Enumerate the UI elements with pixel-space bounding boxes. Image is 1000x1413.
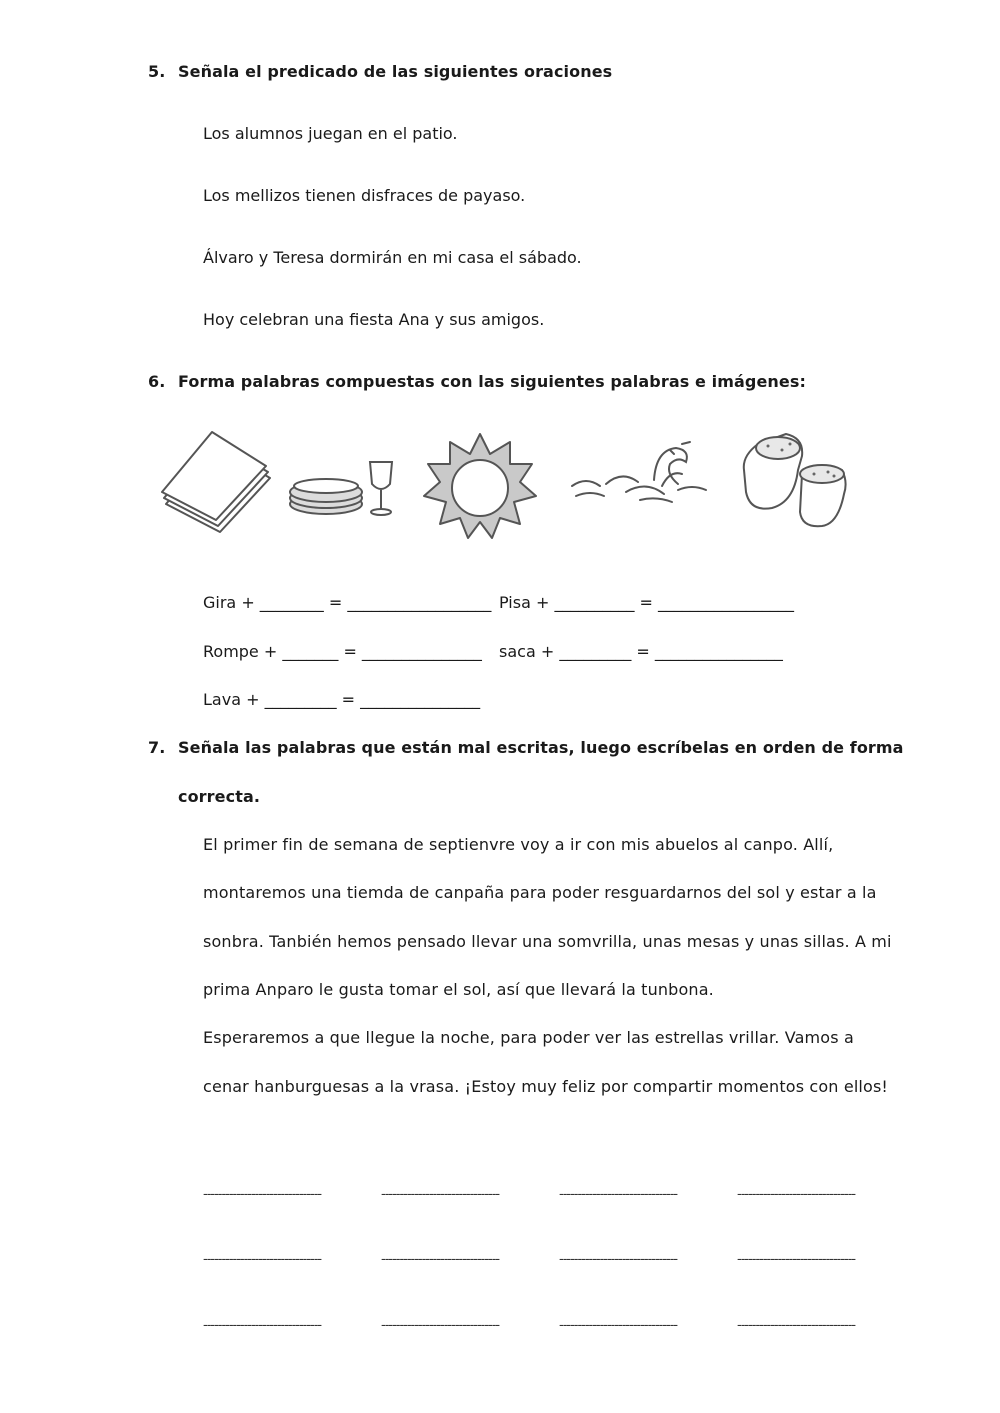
corks-icon	[738, 430, 856, 534]
q7-paragraph-line-6: cenar hanburguesas a la vrasa. ¡Estoy muy feliz por compartir momentos con ellos!	[203, 1077, 889, 1096]
q5-number: 5.	[148, 62, 166, 81]
answer-blank[interactable]: --------------------------------	[381, 1252, 500, 1267]
answer-blank[interactable]: --------------------------------	[559, 1318, 678, 1333]
compound-row-saca[interactable]: saca + _________ = ________________	[499, 642, 783, 661]
wave-icon	[566, 440, 710, 510]
q5-sentence-1[interactable]: Los alumnos juegan en el patio.	[203, 124, 458, 143]
q5-sentence-4[interactable]: Hoy celebran una fiesta Ana y sus amigos.	[203, 310, 545, 329]
q5-title: Señala el predicado de las siguientes oraciones	[178, 62, 613, 81]
q5-sentence-3[interactable]: Álvaro y Teresa dormirán en mi casa el sábado.	[203, 248, 582, 267]
answer-blank[interactable]: --------------------------------	[203, 1318, 322, 1333]
answer-blank[interactable]: --------------------------------	[381, 1187, 500, 1202]
q7-title-line2: correcta.	[178, 787, 261, 806]
answer-blank[interactable]: --------------------------------	[737, 1252, 856, 1267]
answer-blank[interactable]: --------------------------------	[203, 1252, 322, 1267]
q7-number: 7.	[148, 738, 166, 757]
answer-blank[interactable]: --------------------------------	[203, 1187, 322, 1202]
q5-sentence-2[interactable]: Los mellizos tienen disfraces de payaso.	[203, 186, 526, 205]
compound-row-pisa[interactable]: Pisa + __________ = _________________	[499, 593, 795, 612]
answer-blank[interactable]: --------------------------------	[559, 1252, 678, 1267]
q7-paragraph-line-3: sonbra. Tanbién hemos pensado llevar una somvrilla, unas mesas y unas sillas. A mi	[203, 932, 892, 951]
plates-glass-icon	[288, 456, 400, 526]
compound-row-rompe[interactable]: Rompe + _______ = _______________	[203, 642, 482, 661]
q7-title-line1: Señala las palabras que están mal escritas, luego escríbelas en orden de forma	[178, 738, 904, 757]
q6-number: 6.	[148, 372, 166, 391]
papers-icon	[158, 428, 274, 534]
compound-row-gira[interactable]: Gira + ________ = __________________	[203, 593, 492, 612]
q6-title: Forma palabras compuestas con las siguientes palabras e imágenes:	[178, 372, 806, 391]
answer-blank[interactable]: --------------------------------	[381, 1318, 500, 1333]
answer-blank[interactable]: --------------------------------	[737, 1187, 856, 1202]
q7-paragraph-line-5: Esperaremos a que llegue la noche, para poder ver las estrellas vrillar. Vamos a	[203, 1028, 854, 1047]
sun-icon	[422, 432, 538, 542]
answer-blank[interactable]: --------------------------------	[559, 1187, 678, 1202]
q7-paragraph-line-4: prima Anparo le gusta tomar el sol, así que llevará la tunbona.	[203, 980, 714, 999]
answer-blank[interactable]: --------------------------------	[737, 1318, 856, 1333]
compound-row-lava[interactable]: Lava + _________ = _______________	[203, 690, 481, 709]
q7-paragraph-line-1: El primer fin de semana de septienvre voy a ir con mis abuelos al canpo. Allí,	[203, 835, 834, 854]
q7-paragraph-line-2: montaremos una tiemda de canpaña para poder resguardarnos del sol y estar a la	[203, 883, 877, 902]
